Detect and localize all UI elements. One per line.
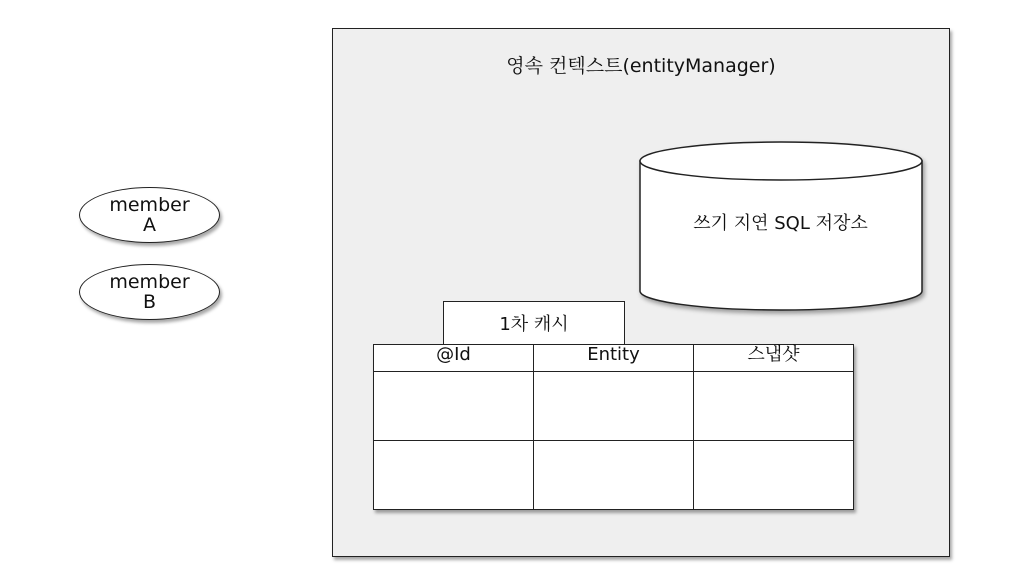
- sql-store-cylinder: [639, 141, 922, 311]
- table-cell: [694, 372, 854, 441]
- sql-store-label: 쓰기 지연 SQL 저장소: [693, 213, 868, 234]
- persistence-context-title: 영속 컨텍스트(entityManager): [506, 55, 776, 77]
- member-b-line2: B: [142, 291, 157, 313]
- table-cell: [374, 372, 534, 441]
- column-header-snapshot: 스냅샷: [694, 345, 854, 372]
- column-header-entity: Entity: [534, 345, 694, 372]
- table-cell: [534, 441, 694, 510]
- column-header-id: @Id: [374, 345, 534, 372]
- member-b-line1: member: [109, 271, 190, 293]
- member-a-line1: member: [109, 194, 190, 216]
- table-cell: [534, 372, 694, 441]
- table-cell: [374, 441, 534, 510]
- table-cell: [694, 441, 854, 510]
- cache-header-row: [374, 345, 854, 372]
- first-level-cache-table: [373, 344, 854, 510]
- table-row: [374, 372, 854, 441]
- first-level-cache-tab: 1차 캐시: [443, 301, 625, 345]
- table-row: [374, 441, 854, 510]
- member-a-entity: [79, 187, 220, 243]
- persistence-context-box: [332, 28, 950, 557]
- member-a-line2: A: [143, 214, 156, 236]
- member-b-entity: [79, 264, 220, 320]
